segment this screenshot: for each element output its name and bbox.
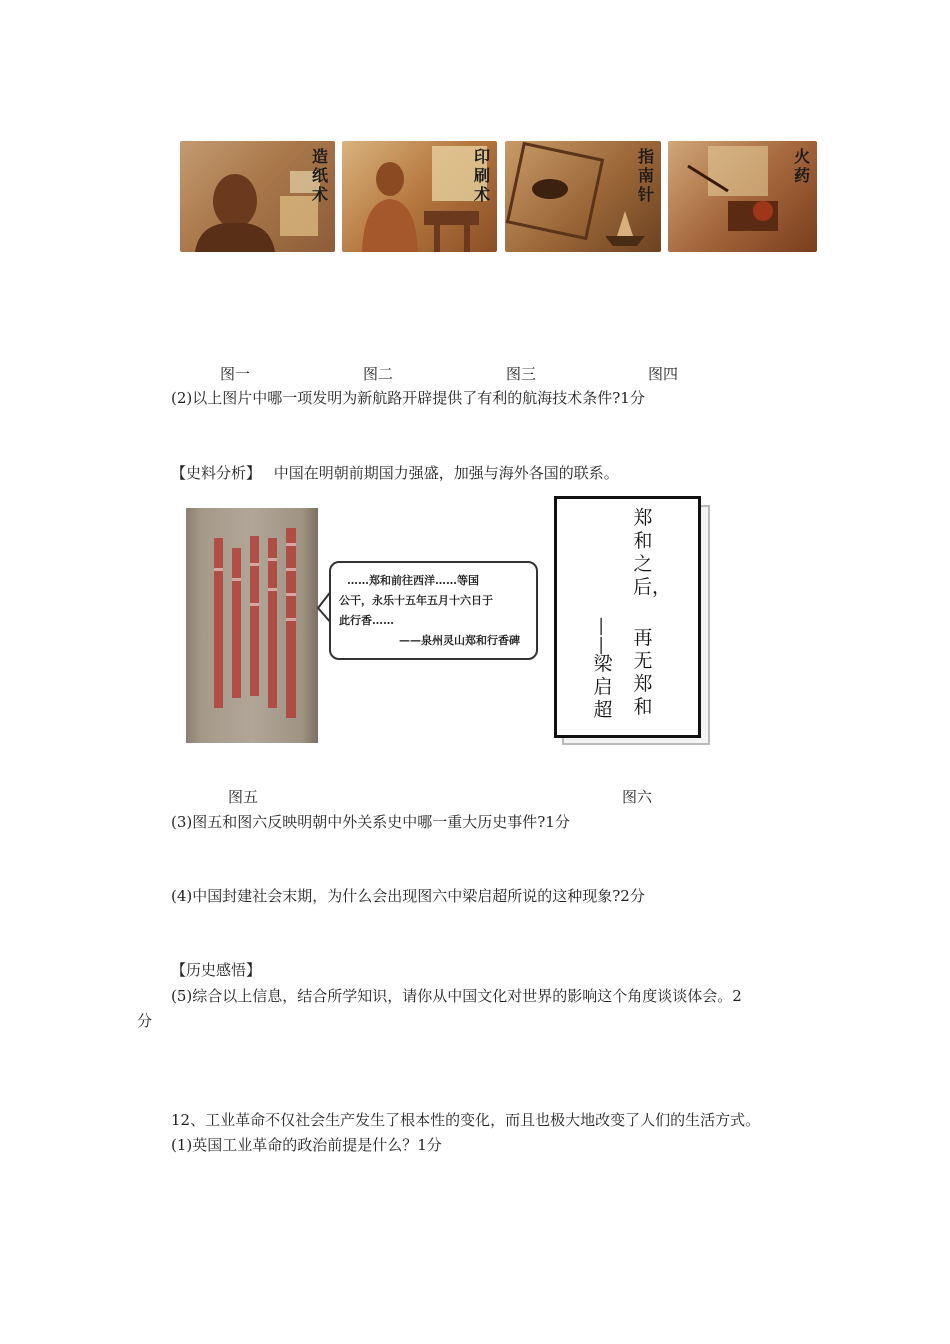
- figure-3-caption: 图三: [506, 365, 537, 383]
- question-5-line-2: 分: [137, 1012, 153, 1030]
- stele-quote-bubble: [329, 561, 538, 660]
- figure-6-caption: 图六: [622, 788, 653, 806]
- liang-qichao-quote-card: [554, 496, 701, 738]
- papermaking-label: 造纸术: [311, 147, 328, 204]
- quote-column-2: 再无郑和: [633, 627, 653, 718]
- quote-column-1: 郑和之后，: [633, 507, 672, 598]
- question-12-part-1: (1)英国工业革命的政治前提是什么？1分: [171, 1136, 442, 1154]
- printing-label: 印刷术: [473, 147, 490, 204]
- stele-quote-line-3: 此行香……: [339, 614, 394, 627]
- compass-label: 指南针: [637, 147, 654, 204]
- question-12: 12、工业革命不仅社会生产发生了根本性的变化，而且也极大地改变了人们的生活方式。: [171, 1111, 761, 1129]
- question-2: (2)以上图片中哪一项发明为新航路开辟提供了有利的航海技术条件?1分: [171, 389, 645, 407]
- papermaking-picture: [180, 141, 335, 252]
- gunpowder-label: 火药: [793, 147, 810, 185]
- figure-4-caption: 图四: [648, 365, 679, 383]
- gunpowder-picture: [668, 141, 817, 252]
- stele-quote-line-1: ……郑和前往西洋……等国: [347, 574, 479, 587]
- quote-author: 梁启超: [593, 653, 613, 721]
- printing-picture: [342, 141, 497, 252]
- quote-dash: ——: [591, 617, 613, 655]
- question-3: (3)图五和图六反映明朝中外关系史中哪一重大历史事件?1分: [171, 813, 570, 831]
- section-feeling-title: 【历史感悟】: [171, 961, 262, 979]
- figure-2-caption: 图二: [363, 365, 394, 383]
- question-5-line-1: (5)综合以上信息，结合所学知识，请你从中国文化对世界的影响这个角度谈谈体会。2: [171, 987, 742, 1005]
- stele-quote-source: ——泉州灵山郑和行香碑: [399, 634, 520, 647]
- section-analysis-text: 中国在明朝前期国力强盛，加强与海外各国的联系。: [273, 464, 619, 482]
- figure-1-caption: 图一: [220, 365, 251, 383]
- stele-photo: [186, 508, 318, 743]
- compass-picture: [505, 141, 661, 252]
- stele-quote-line-2: 公干，永乐十五年五月十六日于: [339, 594, 493, 607]
- section-analysis-title: 【史料分析】: [171, 464, 262, 482]
- stele-inscription-icon: [186, 508, 318, 743]
- figure-5-caption: 图五: [228, 788, 259, 806]
- question-4: (4)中国封建社会末期，为什么会出现图六中梁启超所说的这种现象?2分: [171, 887, 645, 905]
- section-analysis: [171, 463, 619, 483]
